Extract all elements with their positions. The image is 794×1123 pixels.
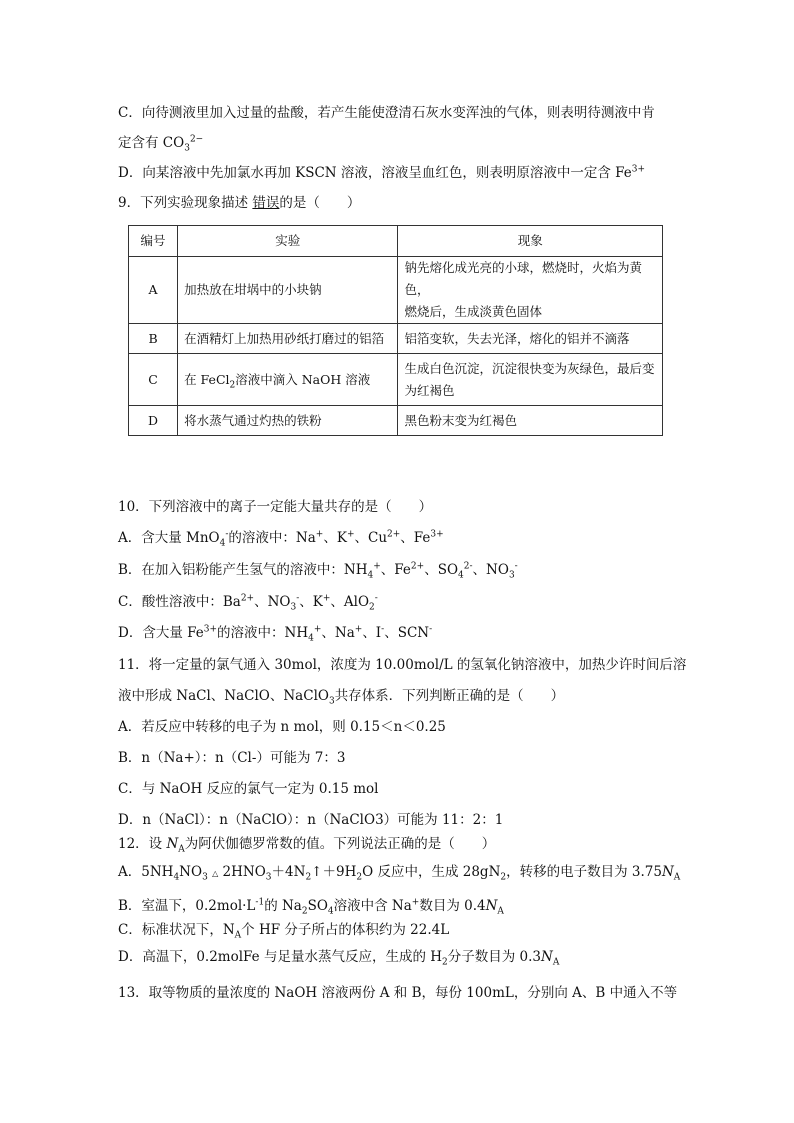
q10-option-d: D．含大量 $Fe^{3+}$的溶液中：$NH_4^+$、Na+、I-、SCN-	[118, 624, 433, 644]
q11-option-a: A．若反应中转移的电子为 n mol，则 0.15＜n＜0.25	[118, 719, 446, 735]
q8-option-c-line1: C．向待测液里加入过量的盐酸，若产生能使澄清石灰水变浑浊的气体，则表明待测液中肯	[118, 105, 655, 121]
q12-option-c: C．标准状况下，$N_A$个 HF 分子所占的体积约为 22.4L	[118, 922, 450, 941]
q12-option-d: D．高温下，0.2molFe 与足量水蒸气反应，生成的 $H_2$分子数目为 $0.3N_A$	[118, 949, 560, 968]
row-experiment: 将水蒸气通过灼热的铁粉	[178, 406, 398, 436]
row-id: A	[129, 257, 178, 324]
q10-stem: 10．下列溶液中的离子一定能大量共存的是（ ）	[118, 499, 433, 515]
q9-stem: 9．下列实验现象描述 错误的是（ ）	[118, 195, 361, 211]
table-header: 实验	[178, 226, 398, 257]
table-row	[129, 257, 663, 324]
q11-option-b: B．n（Na+）：n（Cl-）可能为 7：3	[118, 750, 346, 766]
row-id: B	[129, 324, 178, 354]
table-row	[129, 406, 663, 436]
q8-option-d: D．向某溶液中先加氯水再加 KSCN 溶液，溶液呈血红色，则表明原溶液中一定含 $Fe^{3+}$	[118, 164, 646, 181]
row-experiment: 在 FeCl$_2$溶液中滴入 NaOH 溶液	[178, 354, 398, 406]
row-experiment: 加热放在坩埚中的小块钠	[178, 257, 398, 324]
q10-option-a: A．含大量 MnO$_4$-的溶液中：Na+、K+、$Cu^{2+}$、$Fe^{3+}$	[118, 529, 444, 549]
row-result: 黑色粉末变为红褐色	[398, 406, 663, 436]
q12-option-b: B．室温下，$0.2mol\cdot L^{-1}$的 $Na_2SO_4$溶液中含 Na+数目为 $0.4N_A$	[118, 897, 504, 917]
row-id: C	[129, 354, 178, 406]
row-experiment: 在酒精灯上加热用砂纸打磨过的铝箔	[178, 324, 398, 354]
q11-stem-line1: 11．将一定量的氯气通入 30mol，浓度为 10.00mol/L 的氢氧化钠溶液中，加热少许时间后溶	[118, 657, 687, 673]
q12-stem: 12．设 $N_A$为阿伏伽德罗常数的值。下列说法正确的是（ ）	[118, 836, 496, 855]
table-row	[129, 324, 663, 354]
q8-option-c-line2: 定含有 $CO_3^{2-}$	[118, 134, 204, 154]
table-header-row	[129, 226, 663, 257]
row-result: 生成白色沉淀，沉淀很快变为灰绿色，最后变 为红褐色	[398, 354, 663, 406]
q11-option-c: C．与 NaOH 反应的氯气一定为 0.15 mol	[118, 781, 379, 797]
row-result: 钠先熔化成光亮的小球，燃烧时，火焰为黄色， 燃烧后，生成淡黄色固体	[398, 257, 663, 324]
table-header: 现象	[398, 226, 663, 257]
q11-stem-line2: 液中形成 NaCl、NaClO、NaClO$_3$共存体系．下列判断正确的是（ ）	[118, 688, 565, 707]
table-row	[129, 354, 663, 406]
row-id: D	[129, 406, 178, 436]
q11-option-d: D．n（NaCl）：n（NaClO）：n（NaClO3）可能为 11：2：1	[118, 812, 504, 828]
q10-option-b: B．在加入铝粉能产生氢气的溶液中：$NH_4^+$、$Fe^{2+}$、$SO_4^{2-}$、$NO_3^-$	[118, 561, 518, 581]
q10-option-c: C．酸性溶液中：$Ba^{2+}$、$NO_3^-$、K+、AlO$_2$-	[118, 593, 378, 613]
row-result: 铝箔变软，失去光泽，熔化的铝并不滴落	[398, 324, 663, 354]
q9-table	[128, 225, 663, 436]
table-header: 编号	[129, 226, 178, 257]
q12-option-a: A．$5NH_4NO_3$ △ $2HNO_3+4N_2↑+9H_2O$ 反应中，生成 $28gN_2$，转移的电子数目为 $3.75N_A$	[118, 864, 681, 883]
q13-stem: 13．取等物质的量浓度的 NaOH 溶液两份 A 和 B，每份 100mL，分别向 A、B 中通入不等	[118, 985, 678, 1001]
